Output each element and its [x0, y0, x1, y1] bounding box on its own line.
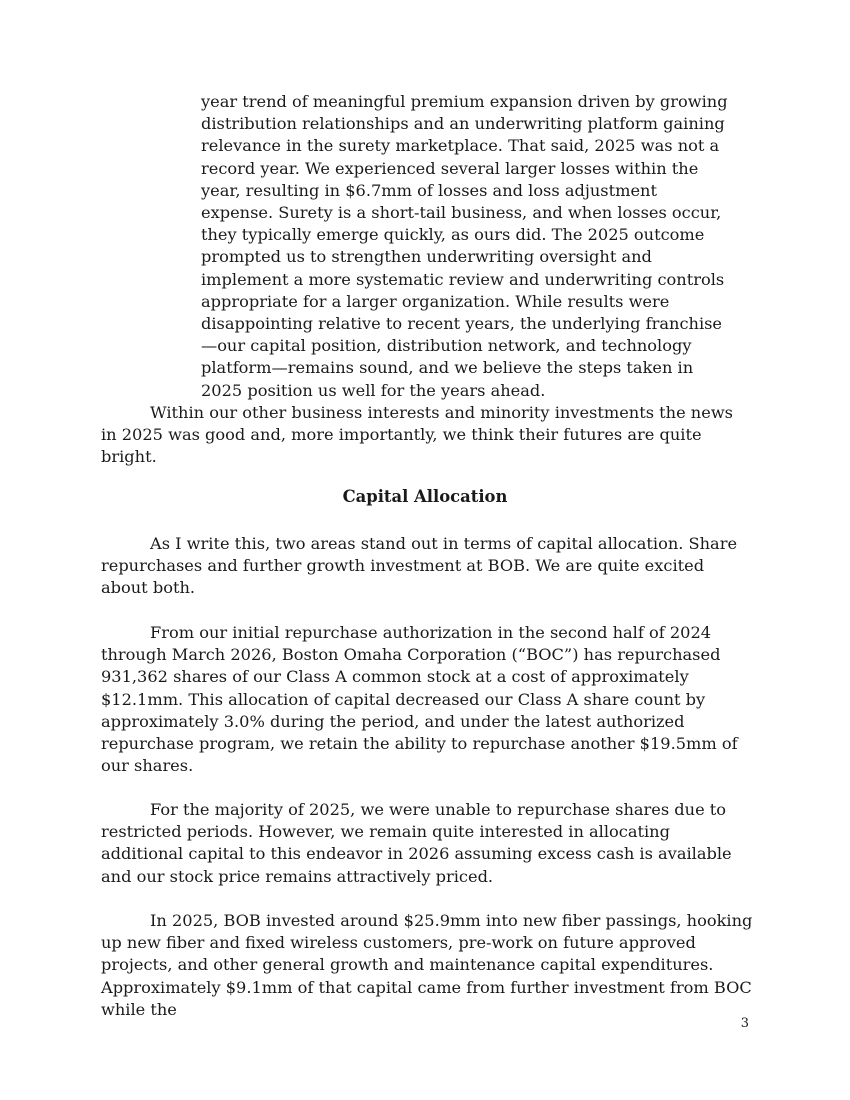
- repurchase-paragraph: From our initial repurchase authorization in the second half of 2024 through March 2026, Boston Omaha Corporation (“BOC”) has repurchased 931,362 shares of our Class A common stock at a cost of approximately $12.1mm. This allocation of capital decreased our Class A share count by approximately 3.0% during the period, and under the latest authorized repurchase program, we retain the ability to repurchase another $19.5mm of our shares.: [101, 623, 738, 776]
- page-number: 3: [740, 1016, 749, 1031]
- indented-paragraph-block: [201, 91, 731, 402]
- majority-2025-paragraph: For the majority of 2025, we were unable to repurchase shares due to restricted periods. However, we remain quite interested in allocating additional capital to this endeavor in 2026 assuming excess cash is available and our stock price remains attractively priced.: [101, 800, 732, 886]
- surety-paragraph: year trend of meaningful premium expansion driven by growing distribution relationships and an underwriting platform gaining relevance in the surety marketplace. That said, 2025 was not a record year. We experienced several larger losses within the year, resulting in $6.7mm of losses and loss adjustment expense. Surety is a short-tail business, and when losses occur, they typically emerge quickly, as ours did. The 2025 outcome prompted us to strengthen underwriting oversight and implement a more systematic review and underwriting controls appropriate for a larger organization. While results were disappointing relative to recent years, the underlying franchise—our capital position, distribution network, and technology platform—remains sound, and we believe the steps taken in 2025 position us well for the years ahead.: [201, 92, 728, 400]
- section-heading-capital-allocation: Capital Allocation: [342, 487, 508, 506]
- repurchase-block: [101, 622, 753, 777]
- other-interests-paragraph: Within our other business interests and minority investments the news in 2025 was good and, more importantly, we think their futures are quite bright.: [101, 403, 733, 467]
- bob-investment-block: [101, 910, 753, 1021]
- capital-intro-paragraph: As I write this, two areas stand out in terms of capital allocation. Share repurchases and further growth investment at BOB. We are quite excited about both.: [101, 534, 738, 598]
- capital-intro-block: [101, 533, 753, 600]
- bob-investment-paragraph: In 2025, BOB invested around $25.9mm into new fiber passings, hooking up new fiber and fixed wireless customers, pre-work on future approved projects, and other general growth and maintenance capital expenditures. Approximately $9.1mm of that capital came from further investment from BOC while the: [101, 911, 753, 1019]
- majority-2025-block: [101, 799, 753, 888]
- other-interests-block: [101, 402, 753, 469]
